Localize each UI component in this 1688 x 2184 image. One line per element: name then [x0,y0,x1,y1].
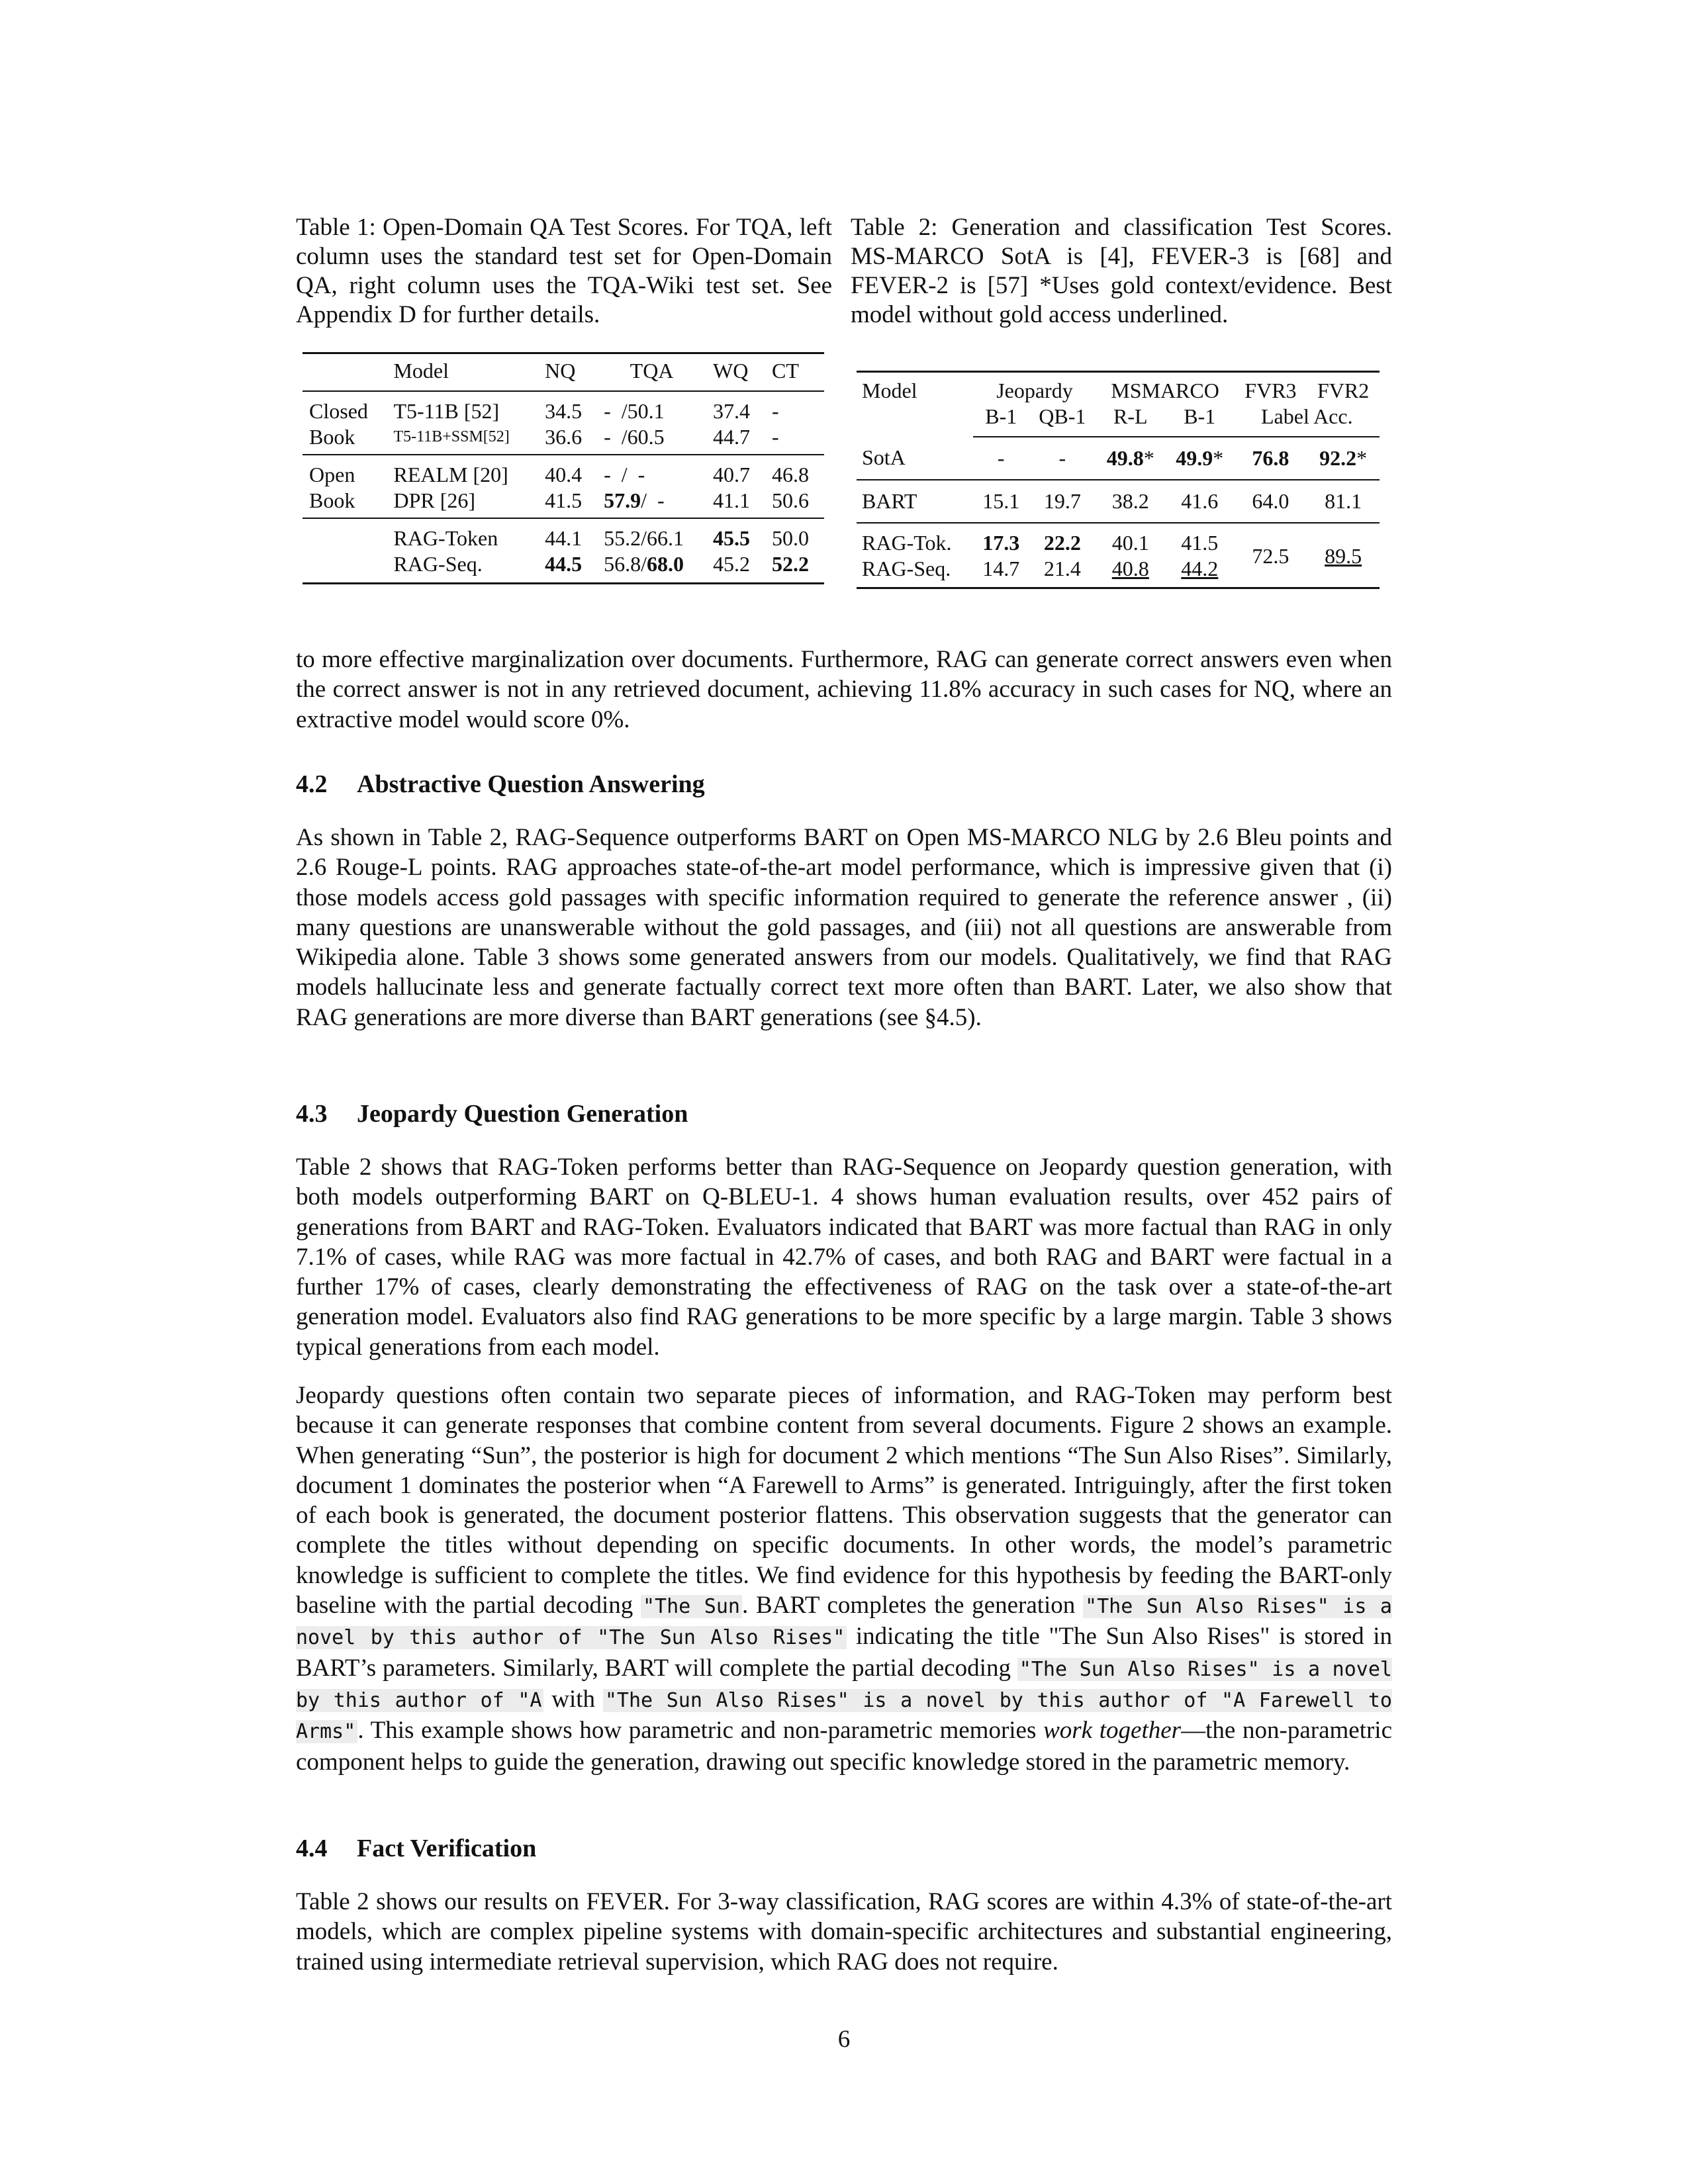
table2-cell: 38.2 [1096,480,1166,523]
text-run: Jeopardy questions often contain two separate pieces of information, and RAG-Token may perform best because it can generate responses that combine content from several documents. Figure 2 shows an example. When generating “Sun”, the posterior is high for document 2 which mentions “The Sun Also Rises”. Similarly, document 1 dominates the posterior when “A Farewell to Arms” is generated. Intriguingly, after the first token of each book is generated, the document posterior flattens. This observation suggests that the generator can complete the titles without depending on specific documents. In other words, the model’s parametric knowledge is sufficient to complete the titles. We find evidence for this hypothesis by feeding the BART-only baseline with the partial decoding [296,1382,1392,1619]
table1-cell: 44.1 [545,526,583,550]
table-row [303,518,824,551]
table-row [303,551,824,584]
table2-subheader: R-L [1096,404,1166,437]
table2-header-model: Model [857,372,973,437]
table2-bold-value: 49.8 [1106,446,1144,470]
table1-cell: 50.6 [765,488,824,518]
table1-model: REALM [20] [393,463,508,486]
inline-code: "The Sun Also Rises" is a novel by this author of "The Sun Also Rises" [296,1595,1392,1650]
table1-caption [296,213,832,330]
text-run: —the non-parametric component helps to guide the generation, drawing out specific knowledge stored in the parametric memory. [296,1717,1392,1776]
table2-subheader: Label Acc. [1235,404,1380,437]
table1-cell: 40.7 [713,463,751,486]
table1-cell: - /60.5 [597,424,706,455]
table1-group [303,518,387,551]
table2-cell: 21.4 [1029,556,1096,588]
paragraph-4-3-b [296,1381,1392,1777]
table1-model: RAG-Token [393,526,498,550]
text-run: . BART completes the generation [741,1592,1084,1619]
table1-group [303,551,387,584]
text-run: with [543,1685,603,1713]
table2-cell [1165,556,1235,588]
italic-text: work together [1043,1717,1182,1745]
table2-underlined-value: 89.5 [1325,543,1362,568]
table2-bold-value: 92.2 [1319,446,1357,470]
table1-cell [597,488,706,518]
table2-subheader: B-1 [1165,404,1235,437]
table1-group: Book [303,424,387,455]
table1-header-nq: NQ [538,353,597,392]
table2-cell: 64.0 [1235,480,1307,523]
paragraph-text: As shown in Table 2, RAG-Sequence outperforms BART on Open MS-MARCO NLG by 2.6 Bleu points and 2.6 Rouge-L points. RAG approaches state-of-the-art model performance, which is impressive given that (i) those models access gold passages with specific information required to generate the reference answer , (ii) many questions are unanswerable without the gold passages, and (iii) not all questions are answerable from Wikipedia alone. Table 3 shows some generated answers from our models. Qualitatively, we find that RAG models hallucinate less and generate factually correct text more often than BART. Later, we also show that RAG generations are more diverse than BART generations (see §4.5). [296,824,1392,1031]
paragraph-text: Table 2 shows our results on FEVER. For 3-way classification, RAG scores are within 4.3% of state-of-the-art models, which are complex pipeline systems with domain-specific architectures and substantial engineering, trained using intermediate retrieval supervision, which RAG does not require. [296,1888,1392,1976]
section-heading-4-4 [296,1834,536,1863]
table1-value: 56.8/ [604,552,647,576]
table1-cell: 41.1 [706,488,765,518]
table2-star: * [1356,446,1368,470]
table1-header-tqa: TQA [597,353,706,392]
table2-cell: 40.1 [1111,531,1149,555]
table2-model: BART [857,480,973,523]
table2-model: RAG-Tok. [862,531,952,555]
table1-cell: 45.5 [713,526,751,550]
table1-cell: 44.5 [538,551,597,584]
table1-cell: 45.2 [706,551,765,584]
table2-model: RAG-Seq. [857,556,973,588]
table2-caption-text: Table 2: Generation and classification Test Scores. MS-MARCO SotA is [4], FEVER-3 is [68] and FEVER-2 is [57] *Uses gold context/evidence. Best model without gold access underlined. [851,214,1392,328]
section-number: 4.4 [296,1835,328,1862]
table1-value: / - [641,488,665,512]
table2-cell [1307,437,1380,480]
section-title: Jeopardy Question Generation [357,1100,688,1128]
table1-cell: 50.0 [772,526,809,550]
table1-cell: 52.2 [765,551,824,584]
table2-cell [1307,523,1380,588]
paragraph-text: Table 2 shows that RAG-Token performs better than RAG-Sequence on Jeopardy question generation, with both models outperforming BART on Q-BLEU-1. 4 shows human evaluation results, over 452 pairs of generations from BART and RAG-Token. Evaluators indicated that BART was more factual than RAG in only 7.1% of cases, while RAG was more factual in 42.7% of cases, and both RAG and BART were factual in a further 17% of cases, clearly demonstrating the effectiveness of RAG on the task over a state-of-the-art generation model. Evaluators also find RAG generations to be more specific by a large margin. Table 3 shows typical generations from each model. [296,1154,1392,1361]
table1-model: RAG-Seq. [387,551,538,584]
table-row [303,455,824,488]
table-row [303,488,824,518]
table1-bold-value: 57.9 [604,488,641,512]
table1-header-row [303,353,824,392]
table1-cell: 44.7 [706,424,765,455]
table2-bold-value: 49.9 [1176,446,1213,470]
paragraph-text: to more effective marginalization over documents. Furthermore, RAG can generate correct answers even when the correct answer is not in any retrieved document, achieving 11.8% accuracy in such cases for NQ, where an extractive model would score 0%. [296,646,1392,733]
table1-header-wq: WQ [706,353,765,392]
table1-group: Open [309,463,355,486]
table1-cell: - / - [604,463,645,486]
table2-cell: 19.7 [1029,480,1096,523]
table2-cell: - [1029,437,1096,480]
paragraph-4-2 [296,823,1392,1032]
table2-underlined-value: 40.8 [1111,557,1149,580]
table2-cell: 81.1 [1307,480,1380,523]
page-number: 6 [837,2026,851,2053]
table-row [857,480,1380,523]
table2-star: * [1143,446,1154,470]
paragraph-4-3-a [296,1152,1392,1362]
table1-cell: - [772,399,779,423]
table1-cell: 40.4 [545,463,583,486]
table2-cell: 41.5 [1181,531,1219,555]
table1-cell: - /50.1 [604,399,665,423]
paragraph-4-4 [296,1887,1392,1977]
table2-underlined-value: 44.2 [1181,557,1219,580]
table2-star: * [1213,446,1224,470]
table-row [857,523,1380,556]
table2-header-jeopardy: Jeopardy [973,372,1096,404]
table1-cell: 41.5 [538,488,597,518]
table2-cell: 41.6 [1165,480,1235,523]
section-number: 4.3 [296,1100,328,1128]
inline-code: "The Sun Also Rises" is a novel by this author of "A [296,1657,1392,1712]
table1-cell [597,551,706,584]
table1-group: Closed [309,399,368,423]
table1-model: DPR [26] [387,488,538,518]
table1-cell: 37.4 [713,399,751,423]
table1-header-model: Model [387,353,538,392]
table1-model: T5-11B+SSM[52] [387,424,538,455]
section-heading-4-3 [296,1099,688,1128]
table1-cell: 46.8 [772,463,809,486]
table1-cell: 36.6 [538,424,597,455]
paragraph-intro [296,645,1392,735]
table2-cell: - [973,437,1029,480]
table1-cell: 55.2/66.1 [604,526,684,550]
table1-group: Book [303,488,387,518]
table2-cell: 17.3 [982,531,1020,555]
table2-cell: 72.5 [1235,523,1307,588]
table-row [857,437,1380,480]
table1-header-ct: CT [765,353,824,392]
table2-header-row-1 [857,372,1380,404]
table1-model: T5-11B [52] [393,399,500,423]
table1-cell: 34.5 [545,399,583,423]
table2 [857,371,1380,589]
section-number: 4.2 [296,770,328,798]
table2-subheader: B-1 [973,404,1029,437]
section-heading-4-2 [296,770,705,799]
table2-cell: 76.8 [1235,437,1307,480]
table-row [303,391,824,424]
text-run: indicating the title "The Sun Also Rises" is stored in BART’s parameters. Similarly, BART will complete the partial decoding [296,1623,1392,1682]
table2-cell [1096,437,1166,480]
section-title: Fact Verification [357,1835,537,1862]
table2-subheader: QB-1 [1029,404,1096,437]
table2-cell [1165,437,1235,480]
table2-header-fvr3: FVR3 [1235,372,1307,404]
table2-cell: 14.7 [973,556,1029,588]
section-title: Abstractive Question Answering [357,770,705,798]
text-run: . This example shows how parametric and non-parametric memories [357,1717,1044,1745]
table2-header-fvr2: FVR2 [1307,372,1380,404]
table2-cell [1096,556,1166,588]
table2-cell: 15.1 [973,480,1029,523]
table2-model: SotA [857,437,973,480]
table1-caption-text: Table 1: Open-Domain QA Test Scores. For TQA, left column uses the standard test set for Open-Domain QA, right column uses the TQA-Wiki test set. See Appendix D for further details. [296,214,832,328]
inline-code: "The Sun Also Rises" is a novel by this author of "A Farewell to Arms" [296,1688,1392,1744]
table1-cell: - [765,424,824,455]
table2-header-msmarco: MSMARCO [1096,372,1235,404]
table-row [303,424,824,455]
table2-cell: 22.2 [1043,531,1081,555]
table1-bold-value: 68.0 [646,552,684,576]
paragraph-text [296,1381,1392,1777]
table2-caption [851,213,1392,330]
inline-code: "The Sun [641,1595,742,1618]
table1 [303,352,824,584]
